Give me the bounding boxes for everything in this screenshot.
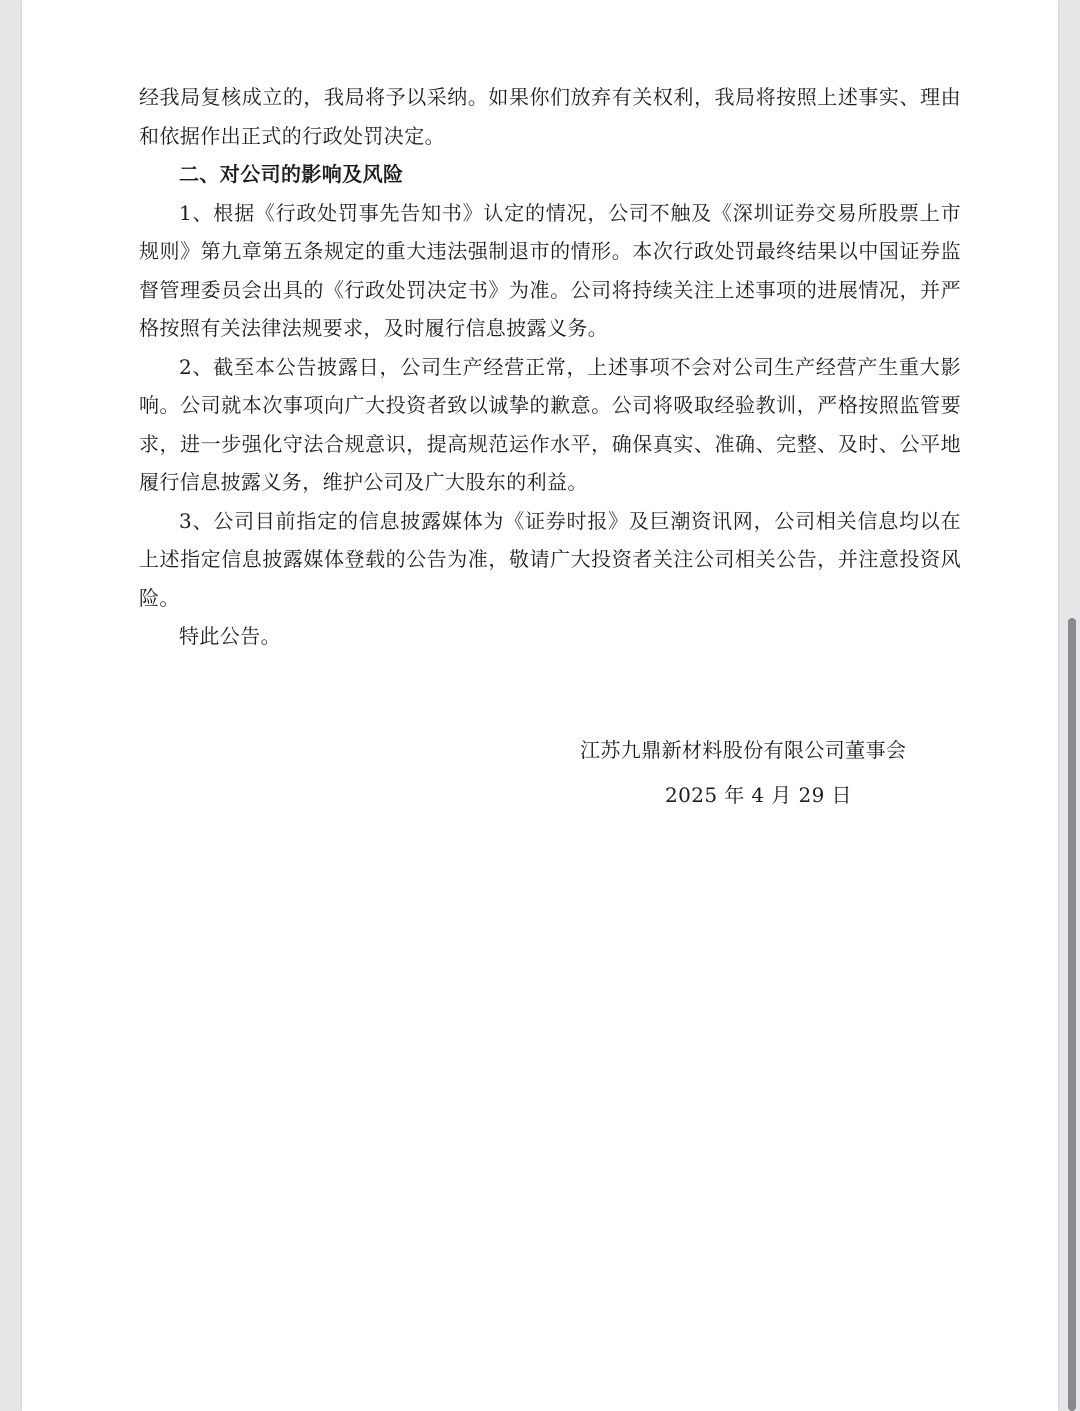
signature-organization: 江苏九鼎新材料股份有限公司董事会 bbox=[580, 738, 907, 762]
closing-statement: 特此公告。 bbox=[179, 624, 281, 648]
vertical-scrollbar[interactable] bbox=[1066, 0, 1076, 1411]
document-page bbox=[22, 0, 1058, 1411]
paragraph-item-3: 3、公司目前指定的信息披露媒体为《证券时报》及巨潮资讯网，公司相关信息均以在上述指定信息披露媒体登载的公告为准，敬请广大投资者关注公司相关公告，并注意投资风险。 bbox=[139, 508, 961, 610]
section-heading: 二、对公司的影响及风险 bbox=[179, 162, 404, 186]
signature-date: 2025 年 4 月 29 日 bbox=[665, 783, 852, 807]
paragraph-continuation: 经我局复核成立的，我局将予以采纳。如果你们放弃有关权利，我局将按照上述事实、理由和依据作出正式的行政处罚决定。 bbox=[139, 85, 961, 148]
document-body bbox=[139, 78, 961, 656]
paragraph-item-2: 2、截至本公告披露日，公司生产经营正常，上述事项不会对公司生产经营产生重大影响。公司就本次事项向广大投资者致以诚挚的歉意。公司将吸取经验教训，严格按照监管要求，进一步强化守法合规意识，提高规范运作水平，确保真实、准确、完整、及时、公平地履行信息披露义务，维护公司及广大股东的利益。 bbox=[139, 354, 961, 494]
scrollbar-thumb[interactable] bbox=[1068, 618, 1076, 1411]
paragraph-item-1: 1、根据《行政处罚事先告知书》认定的情况，公司不触及《深圳证券交易所股票上市规则》第九章第五条规定的重大违法强制退市的情形。本次行政处罚最终结果以中国证券监督管理委员会出具的《行政处罚决定书》为准。公司将持续关注上述事项的进展情况，并严格按照有关法律法规要求，及时履行信息披露义务。 bbox=[139, 200, 961, 340]
